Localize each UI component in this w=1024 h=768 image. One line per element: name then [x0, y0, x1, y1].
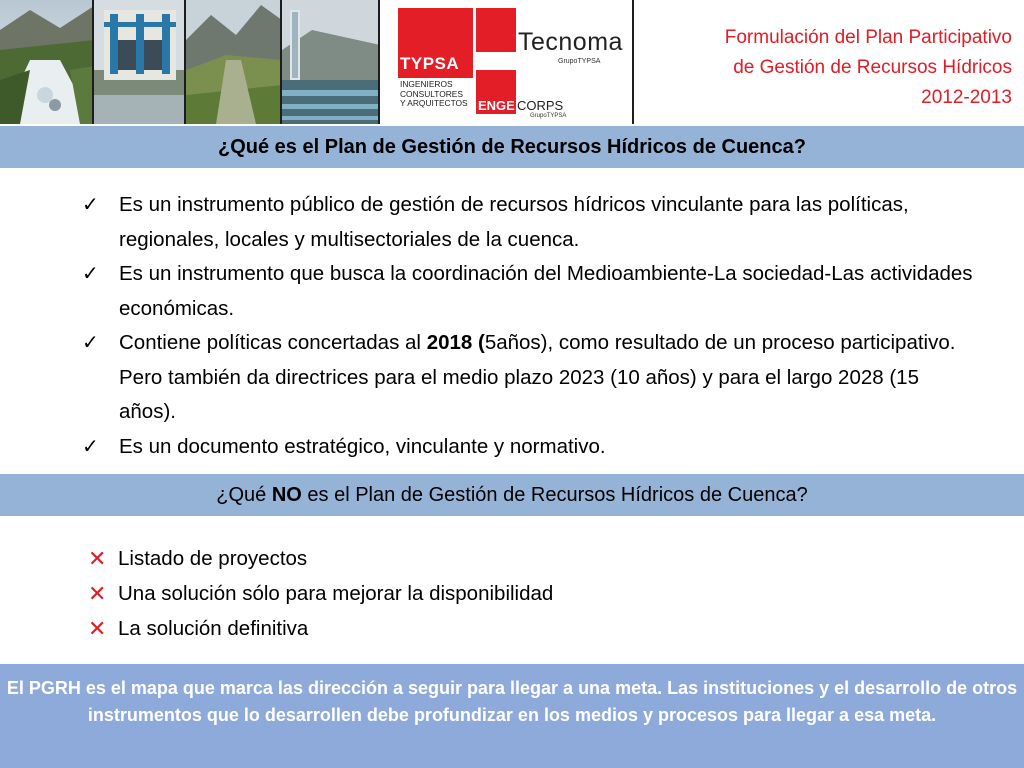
not-emphasis: NO	[271, 484, 302, 506]
engecorps-group: GrupoTYPSA	[530, 113, 567, 119]
year-highlight: 2018 (	[426, 331, 485, 354]
list-item: ✓ Contiene políticas concertadas al 2018 (5años), como resultado de un proceso participativo. Pero también da directrices para el medio plazo 2023 (10 años) y para el largo 2028 (15 años).	[80, 326, 980, 430]
list-item: ✓ Es un instrumento público de gestión de recursos hídricos vinculante para las políticas, regionales, locales y multisectoriales de la cuenca.	[80, 188, 980, 257]
engecorps-logo-text-corps: CORPS	[517, 98, 564, 113]
project-title-line: de Gestión de Recursos Hídricos	[733, 57, 1012, 78]
what-is-list	[80, 188, 980, 464]
what-is-not-list	[88, 541, 553, 646]
tecnoma-logo	[476, 8, 516, 52]
list-item: ✓ Es un documento estratégico, vinculante y normativo.	[80, 430, 980, 465]
x-mark-icon: ✕	[88, 616, 107, 641]
project-title-box	[636, 0, 1024, 124]
water-plant-photo	[282, 0, 380, 124]
x-mark-icon: ✕	[88, 581, 107, 606]
summary-footer: El PGRH es el mapa que marca las dirección a seguir para llegar a una meta. Las instituciones y el desarrollo de otros instrumentos que lo desarrollen debe profundizar en los medios y procesos para llegar a esa meta.	[0, 664, 1024, 768]
company-logos	[380, 0, 634, 124]
header	[0, 0, 1024, 124]
check-icon: ✓	[82, 263, 99, 285]
typsa-subtitle: INGENIEROS CONSULTORES Y ARQUITECTOS	[400, 79, 468, 108]
list-item: ✕ Listado de proyectos	[88, 541, 553, 576]
list-item: ✓ Es un instrumento que busca la coordinación del Medioambiente-La sociedad-Las actividades económicas.	[80, 257, 980, 326]
section-heading-what-is-not: ¿Qué NO es el Plan de Gestión de Recursos Hídricos de Cuenca?	[0, 474, 1024, 516]
project-title-line: 2012-2013	[921, 87, 1012, 108]
mountain-valley-photo	[186, 0, 282, 124]
typsa-logo-text: TYPSA	[400, 54, 460, 73]
tecnoma-logo-text: Tecnoma	[518, 28, 623, 56]
sluice-gate-photo	[94, 0, 186, 124]
river-photo	[0, 0, 94, 124]
list-item: ✕ Una solución sólo para mejorar la disponibilidad	[88, 576, 553, 611]
check-icon: ✓	[82, 332, 99, 354]
tecnoma-group: GrupoTYPSA	[558, 58, 601, 65]
check-icon: ✓	[82, 194, 99, 216]
section-heading-what-is: ¿Qué es el Plan de Gestión de Recursos Hídricos de Cuenca?	[0, 126, 1024, 168]
x-mark-icon: ✕	[88, 546, 107, 571]
check-icon: ✓	[82, 435, 99, 458]
project-title-line: Formulación del Plan Participativo	[724, 27, 1012, 48]
engecorps-logo-text-enge: ENGE	[478, 98, 515, 113]
project-title	[725, 23, 1012, 113]
list-item: ✕ La solución definitiva	[88, 611, 553, 646]
